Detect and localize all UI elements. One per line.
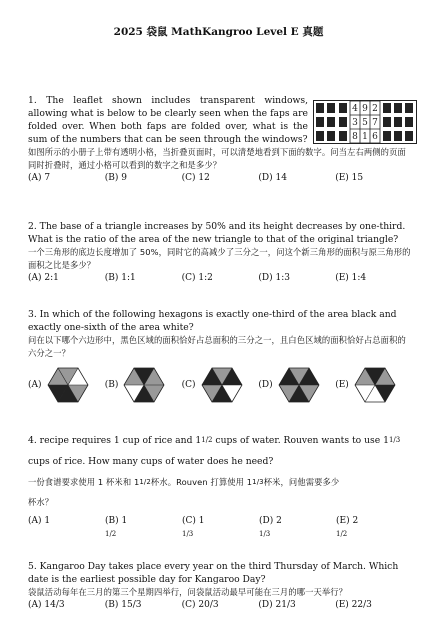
hexagon-figure bbox=[353, 366, 397, 404]
question-4-text-2: cups of rice. How many cups of water does he need? bbox=[28, 456, 274, 467]
option-e[interactable] bbox=[335, 366, 412, 404]
question-2-text: 2. The base of a triangle increases by 50% and its height decreases by one-third. What is the ratio of the area of the new triangle to that of the original triangle? bbox=[28, 221, 406, 245]
option-b[interactable]: (B) 1:1 bbox=[104, 273, 136, 283]
fraction: 1/2 bbox=[139, 478, 151, 486]
option-e[interactable] bbox=[336, 515, 413, 542]
question-1-options bbox=[28, 172, 412, 185]
hexagon-figure bbox=[46, 366, 90, 404]
grid-cell: 1 bbox=[362, 132, 368, 142]
option-e-label: (E) bbox=[335, 379, 349, 390]
leaflet-window-figure bbox=[313, 100, 417, 144]
question-4 bbox=[28, 432, 412, 542]
grid-cell: 2 bbox=[372, 104, 378, 114]
grid-cell: 4 bbox=[352, 104, 358, 114]
fraction: 1/3 bbox=[252, 478, 264, 486]
option-b-label: (B) bbox=[104, 379, 119, 390]
grid-cell: 8 bbox=[352, 132, 358, 142]
option-label: (D) 2 bbox=[259, 516, 282, 526]
question-3-options bbox=[28, 366, 412, 404]
option-a[interactable]: (A) 2:1 bbox=[28, 273, 59, 283]
hexagon-figure bbox=[200, 366, 244, 404]
question-5-options bbox=[28, 599, 412, 612]
option-c[interactable]: (C) 20/3 bbox=[181, 600, 219, 610]
grid-cell: 9 bbox=[362, 104, 368, 114]
question-3-text-cn: 问在以下哪个六边形中，黑色区域的面积恰好占总面积的三分之一，且白色区域的面积恰好占总面积的六分之一？ bbox=[28, 335, 406, 358]
option-e[interactable]: (E) 22/3 bbox=[335, 600, 372, 610]
text-run: cups of water. Rouven wants to use 1 bbox=[212, 435, 389, 446]
question-2-text-cn: 一个三角形的底边长度增加了 50%，同时它的高减少了三分之一，问这个新三角形的面积与原三角形的面积之比是多少？ bbox=[28, 247, 411, 270]
page-title: 2025 袋鼠 MathKangroo Level E 真题 bbox=[113, 26, 324, 38]
option-d[interactable] bbox=[259, 515, 336, 542]
option-label: (E) 2 bbox=[336, 516, 359, 526]
option-d[interactable]: (D) 21/3 bbox=[258, 600, 296, 610]
option-c-label: (C) bbox=[181, 379, 196, 390]
fraction: 1/3 bbox=[388, 436, 401, 444]
question-3 bbox=[28, 308, 412, 404]
option-d[interactable]: (D) 14 bbox=[258, 173, 287, 183]
option-c[interactable]: (C) 1:2 bbox=[181, 273, 213, 283]
hexagon-figure bbox=[122, 366, 166, 404]
option-d-label: (D) bbox=[258, 379, 273, 390]
grid-cell: 7 bbox=[372, 118, 378, 128]
option-a-label: (A) bbox=[28, 379, 42, 390]
question-1-text-cn: 如图所示的小册子上带有透明小格，当折叠页面时，可以清楚地看到下面的数字。问当左右两侧的页面同时折叠时，通过小格可以看到的数字之和是多少？ bbox=[28, 147, 406, 170]
question-1-text: 1. The leaflet shown includes transparent windows, allowing what is below to be clearly seen when the faps are folded over. When both faps are folded over, what is the sum of the numbers that can be seen through the windows? bbox=[28, 95, 308, 145]
question-5-text-cn: 袋鼠活动每年在三月的第三个星期四举行，问袋鼠活动最早可能在三月的哪一天举行？ bbox=[28, 587, 348, 597]
fraction: 1/2 bbox=[336, 530, 348, 538]
option-a[interactable] bbox=[28, 366, 105, 404]
text-run: 杯米，问他需要多少 bbox=[263, 477, 340, 487]
question-4-text-cn-2: 杯水？ bbox=[28, 497, 54, 507]
option-label: (B) 1 bbox=[105, 516, 128, 526]
grid-cell: 5 bbox=[362, 118, 368, 128]
grid-cell: 3 bbox=[352, 118, 358, 128]
question-4-text-cn bbox=[28, 474, 412, 490]
question-3-text: 3. In which of the following hexagons is exactly one-third of the area black and exactly one-sixth of the area white? bbox=[28, 309, 397, 333]
hexagon-figure bbox=[277, 366, 321, 404]
grid-cell: 6 bbox=[372, 132, 378, 142]
option-c[interactable] bbox=[182, 366, 259, 404]
question-5-text: 5. Kangaroo Day takes place every year on the third Thursday of March. Which date is the earliest possible day for Kangaroo Day? bbox=[28, 561, 399, 585]
option-c[interactable]: (C) 12 bbox=[181, 173, 210, 183]
option-a[interactable]: (A) 7 bbox=[28, 173, 51, 183]
fraction: 1/2 bbox=[105, 530, 117, 538]
option-b[interactable] bbox=[105, 366, 182, 404]
option-a[interactable] bbox=[28, 515, 105, 542]
option-a[interactable]: (A) 14/3 bbox=[28, 600, 65, 610]
option-label: (C) 1 bbox=[182, 516, 205, 526]
option-d[interactable] bbox=[258, 366, 335, 404]
question-4-options bbox=[28, 515, 412, 542]
option-d[interactable]: (D) 1:3 bbox=[258, 273, 290, 283]
option-c[interactable] bbox=[182, 515, 259, 542]
option-b[interactable]: (B) 9 bbox=[104, 173, 128, 183]
fraction: 1/3 bbox=[259, 530, 271, 538]
fraction: 1/2 bbox=[201, 436, 213, 444]
option-e[interactable]: (E) 15 bbox=[335, 173, 364, 183]
text-run: 4. recipe requires 1 cup of rice and 1 bbox=[28, 435, 202, 446]
option-b[interactable] bbox=[105, 515, 182, 542]
option-label: (A) 1 bbox=[28, 516, 51, 526]
question-4-text bbox=[28, 432, 412, 449]
option-b[interactable]: (B) 15/3 bbox=[104, 600, 142, 610]
fraction: 1/3 bbox=[182, 530, 194, 538]
text-run: 杯水。Rouven 打算使用 1 bbox=[150, 477, 253, 487]
question-2 bbox=[28, 220, 412, 285]
text-run: 一份食谱要求使用 1 杯米和 1 bbox=[28, 477, 140, 487]
question-5 bbox=[28, 560, 412, 612]
option-e[interactable]: (E) 1:4 bbox=[335, 273, 367, 283]
question-2-options bbox=[28, 272, 412, 285]
